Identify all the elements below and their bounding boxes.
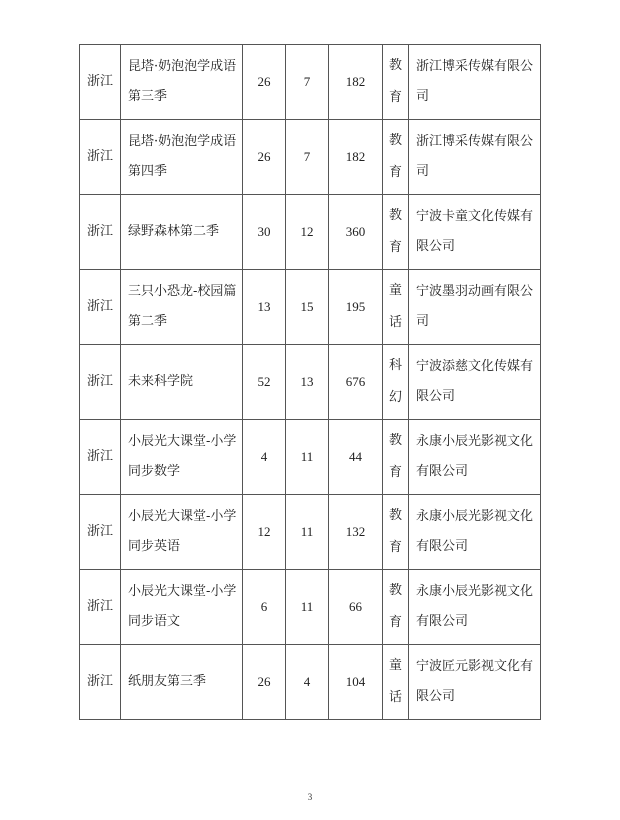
episodes-cell: 12 xyxy=(243,495,286,570)
table-row xyxy=(80,270,541,345)
total-minutes-cell: 132 xyxy=(329,495,383,570)
type-cell xyxy=(383,570,409,645)
region-cell: 浙江 xyxy=(80,195,121,270)
minutes-cell: 11 xyxy=(286,570,329,645)
company-cell: 永康小辰光影视文化有限公司 xyxy=(409,420,541,495)
type-cell xyxy=(383,270,409,345)
minutes-cell: 11 xyxy=(286,420,329,495)
table-row xyxy=(80,45,541,120)
type-cell xyxy=(383,645,409,720)
type-label: 教育 xyxy=(388,133,402,180)
total-minutes-cell: 195 xyxy=(329,270,383,345)
table-row xyxy=(80,420,541,495)
page-number: 3 xyxy=(307,792,313,802)
total-minutes-cell: 676 xyxy=(329,345,383,420)
minutes-cell: 13 xyxy=(286,345,329,420)
company-cell: 永康小辰光影视文化有限公司 xyxy=(409,570,541,645)
title-cell: 昆塔·奶泡泡学成语第三季 xyxy=(121,45,243,120)
episodes-cell: 52 xyxy=(243,345,286,420)
company-cell: 浙江博采传媒有限公司 xyxy=(409,45,541,120)
episodes-cell: 30 xyxy=(243,195,286,270)
minutes-cell: 7 xyxy=(286,120,329,195)
type-cell xyxy=(383,420,409,495)
table-row xyxy=(80,120,541,195)
company-cell: 宁波卡童文化传媒有限公司 xyxy=(409,195,541,270)
type-cell xyxy=(383,495,409,570)
total-minutes-cell: 104 xyxy=(329,645,383,720)
total-minutes-cell: 360 xyxy=(329,195,383,270)
table-row xyxy=(80,495,541,570)
region-cell: 浙江 xyxy=(80,420,121,495)
region-cell: 浙江 xyxy=(80,45,121,120)
total-minutes-cell: 66 xyxy=(329,570,383,645)
type-label: 教育 xyxy=(388,433,402,480)
minutes-cell: 4 xyxy=(286,645,329,720)
minutes-cell: 7 xyxy=(286,45,329,120)
region-cell: 浙江 xyxy=(80,120,121,195)
table-row xyxy=(80,345,541,420)
total-minutes-cell: 44 xyxy=(329,420,383,495)
company-cell: 浙江博采传媒有限公司 xyxy=(409,120,541,195)
type-label: 教育 xyxy=(388,508,402,555)
company-cell: 宁波匠元影视文化有限公司 xyxy=(409,645,541,720)
total-minutes-cell: 182 xyxy=(329,45,383,120)
episodes-cell: 6 xyxy=(243,570,286,645)
type-cell xyxy=(383,195,409,270)
title-cell: 小辰光大课堂-小学同步语文 xyxy=(121,570,243,645)
type-cell xyxy=(383,120,409,195)
program-table xyxy=(79,44,541,720)
episodes-cell: 26 xyxy=(243,45,286,120)
episodes-cell: 13 xyxy=(243,270,286,345)
region-cell: 浙江 xyxy=(80,495,121,570)
table-row xyxy=(80,645,541,720)
region-cell: 浙江 xyxy=(80,345,121,420)
company-cell: 宁波墨羽动画有限公司 xyxy=(409,270,541,345)
table-row xyxy=(80,195,541,270)
type-label: 教育 xyxy=(388,58,402,105)
type-cell xyxy=(383,45,409,120)
episodes-cell: 4 xyxy=(243,420,286,495)
company-cell: 永康小辰光影视文化有限公司 xyxy=(409,495,541,570)
total-minutes-cell: 182 xyxy=(329,120,383,195)
table-row xyxy=(80,570,541,645)
title-cell: 小辰光大课堂-小学同步数学 xyxy=(121,420,243,495)
title-cell: 小辰光大课堂-小学同步英语 xyxy=(121,495,243,570)
type-cell xyxy=(383,345,409,420)
region-cell: 浙江 xyxy=(80,570,121,645)
region-cell: 浙江 xyxy=(80,645,121,720)
minutes-cell: 12 xyxy=(286,195,329,270)
minutes-cell: 11 xyxy=(286,495,329,570)
title-cell: 昆塔·奶泡泡学成语第四季 xyxy=(121,120,243,195)
company-cell: 宁波添慈文化传媒有限公司 xyxy=(409,345,541,420)
type-label: 童话 xyxy=(388,658,402,705)
type-label: 童话 xyxy=(388,283,402,330)
title-cell: 三只小恐龙-校园篇第二季 xyxy=(121,270,243,345)
title-cell: 未来科学院 xyxy=(121,345,243,420)
type-label: 科幻 xyxy=(388,358,402,405)
episodes-cell: 26 xyxy=(243,120,286,195)
table-body xyxy=(80,45,541,720)
title-cell: 绿野森林第二季 xyxy=(121,195,243,270)
episodes-cell: 26 xyxy=(243,645,286,720)
region-cell: 浙江 xyxy=(80,270,121,345)
title-cell: 纸朋友第三季 xyxy=(121,645,243,720)
type-label: 教育 xyxy=(388,583,402,630)
type-label: 教育 xyxy=(388,208,402,255)
minutes-cell: 15 xyxy=(286,270,329,345)
